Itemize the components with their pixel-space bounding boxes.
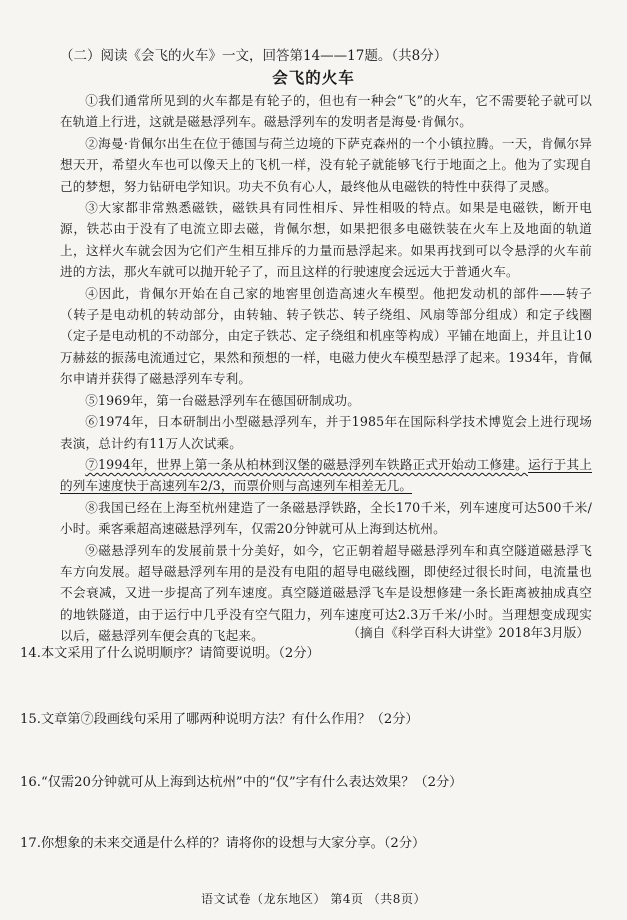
paragraph-8: ⑧我国已经在上海至杭州建造了一条磁悬浮铁路，全长170千米，列车速度可达500千米/小时。乘客乘超高速磁悬浮列车，仅需20分钟就可从上海到达杭州。 — [60, 499, 592, 537]
article-source: （摘自《科学百科大讲堂》2018年3月版） — [347, 625, 589, 640]
paragraph-7-underlined-tail: ，而票价则与高速列车相差无几。 — [220, 478, 413, 494]
page-footer: 语文试卷（龙东地区） 第4页 （共8页） — [201, 892, 426, 906]
question-15: 15.文章第⑦段画线句采用了哪两种说明方法？有什么作用？（2分） — [20, 712, 419, 727]
paragraph-6: ⑥1974年，日本研制出小型磁悬浮列车，并于1985年在国际科学技术博览会上进行现场表演，总计约有11万人次试乘。 — [60, 414, 592, 451]
paragraph-7 — [60, 454, 592, 497]
paragraph-4: ④因此，肯佩尔开始在自己家的地窖里创造高速火车模型。他把发动机的部件——转子（转子是电动机的转动部分，由转轴、转子铁芯、转子绕组、风扇等部分组成）和定子线圈（定子是电动机的不动部分，由定子铁芯、定子绕组和机座等构成）平铺在地面上，并且让10万赫兹的振荡电流通过它，果然和预想的一样，电磁力使火车模型悬浮了起来。1934年，肯佩尔申请并获得了磁悬浮列车专利。 — [60, 285, 592, 387]
question-16: 16.“仅需20分钟就可从上海到达杭州”中的“仅”字有什么表达效果？（2分） — [20, 775, 463, 790]
paragraph-7-underlined-sentence: 运行于其上的列车速度快于高速列车2/3 — [60, 456, 593, 494]
paragraph-9: ⑨磁悬浮列车的发展前景十分美好，如今，它正朝着超导磁悬浮列车和真空隧道磁悬浮飞车方向发展。超导磁悬浮列车用的是没有电阻的超导电磁线圈，即使经过很长时间，电流量也不会衰减，又进一步提高了列车速度。真空隧道磁悬浮飞车是设想修建一条长距离被抽成真空的地铁隧道，由于运行中几乎没有空气阻力，列车速度可达2.3万千米/小时。当理想变成现实以后，磁悬浮列车便会真的飞起来。 — [60, 542, 592, 644]
article-title: 会飞的火车 — [272, 68, 355, 87]
paragraph-2: ②海曼·肯佩尔出生在位于德国与荷兰边境的下萨克森州的一个小镇拉腾。一天，肯佩尔异想天开，希望火车也可以像天上的飞机一样，没有轮子就能够飞行于地面之上。他为了实现自己的梦想，努力钻研电学知识。功夫不负有心人，最终他从电磁铁的特性中获得了灵感。 — [60, 135, 592, 194]
paragraph-7-lead: ⑦1994年，世界上第一条从柏林到汉堡的磁悬浮列车铁路正式开始动工修建。 — [85, 456, 528, 472]
paragraph-1: ①我们通常所见到的火车都是有轮子的，但也有一种会“飞”的火车，它不需要轮子就可以在轨道上行进，这就是磁悬浮列车。磁悬浮列车的发明者是海曼·肯佩尔。 — [60, 93, 592, 130]
paragraph-5: ⑤1969年，第一台磁悬浮列车在德国研制成功。 — [85, 392, 360, 408]
question-14: 14.本文采用了什么说明顺序？请简要说明。（2分） — [20, 646, 320, 661]
section-header: （二）阅读《会飞的火车》一文，回答第14——17题。（共8分） — [60, 48, 448, 64]
paragraph-3: ③大家都非常熟悉磁铁，磁铁具有同性相斥、异性相吸的特点。如果是电磁铁，断开电源，铁芯由于没有了电流立即去磁，肯佩尔想，如果把很多电磁铁装在火车上及地面的轨道上，这样火车就会因为它们产生相互排斥的力量而悬浮起来。如果再找到可以令悬浮的火车前进的方法，那火车就可以抛开轮子了，而且这样的行驶速度会远远大于普通火车。 — [60, 200, 592, 280]
question-17: 17.你想象的未来交通是什么样的？请将你的设想与大家分享。（2分） — [20, 836, 426, 851]
article-body — [60, 90, 592, 647]
